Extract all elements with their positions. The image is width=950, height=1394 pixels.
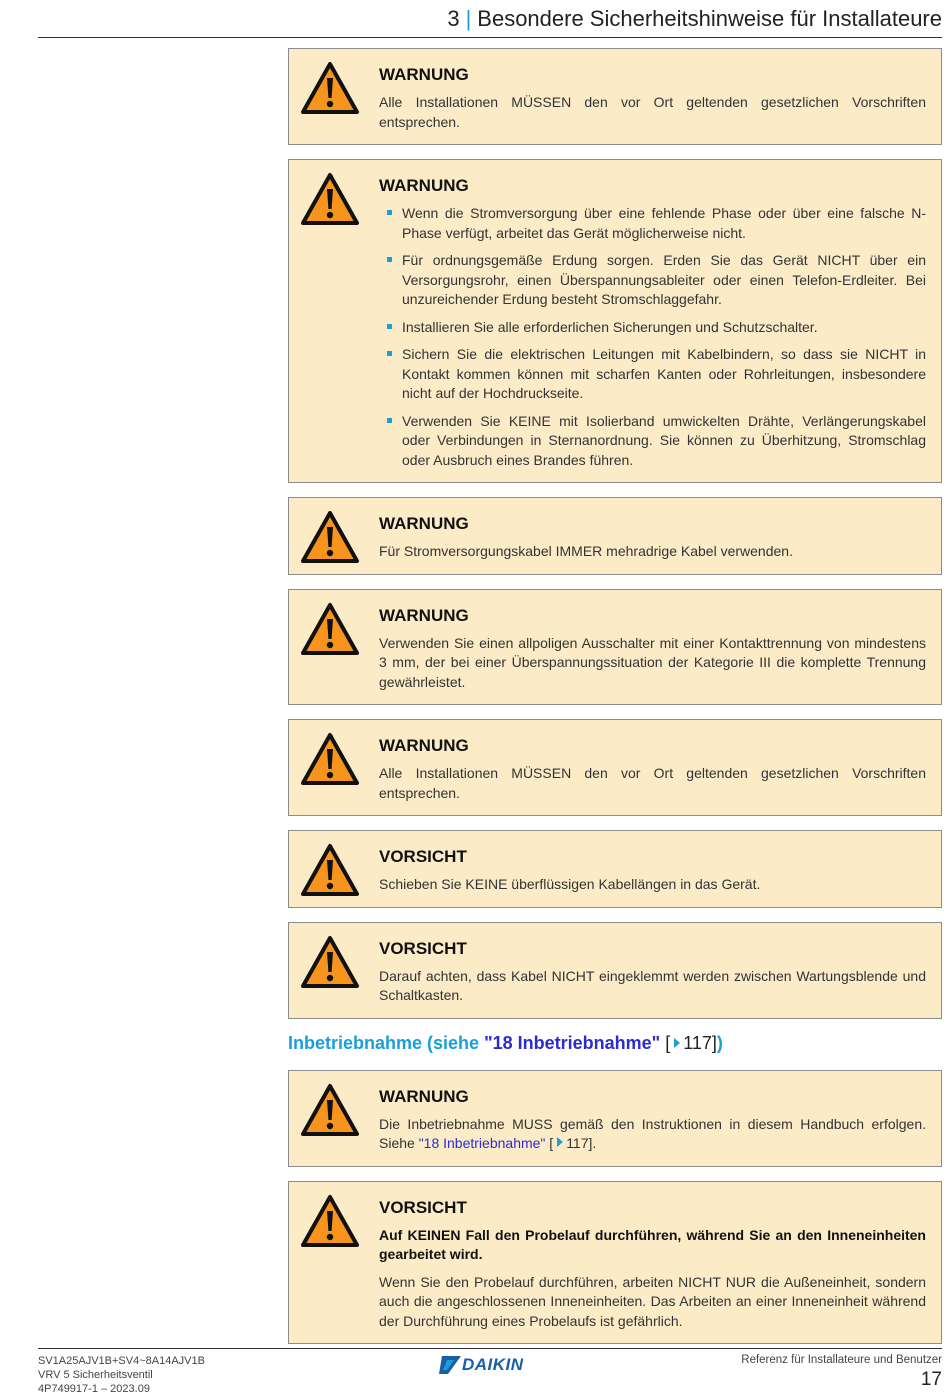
- reference-link[interactable]: "18 Inbetriebnahme": [418, 1135, 546, 1151]
- caution-box: [288, 1181, 942, 1345]
- triangle-right-icon: [557, 1137, 563, 1147]
- box-title: WARNUNG: [379, 176, 469, 195]
- warning-triangle-icon: [300, 935, 360, 989]
- triangle-right-icon: [674, 1038, 680, 1048]
- box-text: Darauf achten, dass Kabel NICHT eingeklemmt werden zwischen Wartungsblende und Schaltkasten.: [379, 967, 926, 1003]
- box-bold-text: Auf KEINEN Fall den Probelauf durchführen, während Sie an den Inneneinheiten gearbeitet wird.: [379, 1226, 926, 1262]
- box-title: VORSICHT: [379, 847, 467, 866]
- daikin-logo: DAIKIN: [438, 1354, 542, 1376]
- warning-box: [288, 719, 942, 816]
- page-header: [38, 0, 942, 38]
- list-item: Wenn die Stromversorgung über eine fehlende Phase oder über eine falsche N-Phase verfügt, arbeitet das Gerät möglicherweise nicht.: [387, 204, 926, 243]
- box-text: Alle Installationen MÜSSEN den vor Ort geltenden gesetzlichen Vorschriften entsprechen.: [379, 765, 926, 801]
- warning-triangle-icon: [300, 1194, 360, 1248]
- warning-box: [288, 1070, 942, 1167]
- box-text: Verwenden Sie einen allpoligen Ausschalter mit einer Kontakttrennung von mindestens 3 mm, der bei einer Überspannungssituation der Kategorie III die komplette Trennung gewährleistet.: [379, 634, 926, 690]
- warning-triangle-icon: [300, 510, 360, 564]
- page-number: 17: [920, 1369, 942, 1390]
- box-title: WARNUNG: [379, 605, 469, 625]
- footer-reference: Referenz für Installateure und Benutzer: [741, 1354, 942, 1366]
- document-id: 4P749917-1 – 2023.09: [38, 1383, 150, 1394]
- box-text: Schieben Sie KEINE überflüssigen Kabellängen in das Gerät.: [379, 876, 761, 892]
- footer-doc-info: [38, 1354, 205, 1394]
- list-item: Verwenden Sie KEINE mit Isolierband umwickelten Drähte, Verlängerungskabel oder Verbindungen in Sternanordnung. Sie können zu Überhitzung, Stromschlag oder Ausbruch eines Brandes führen.: [387, 412, 926, 471]
- list-item: Installieren Sie alle erforderlichen Sicherungen und Schutzschalter.: [387, 318, 926, 338]
- box-title: VORSICHT: [379, 938, 467, 958]
- page-footer: [38, 1348, 942, 1394]
- box-title: WARNUNG: [379, 1086, 469, 1106]
- product-name: VRV 5 Sicherheitsventil: [38, 1369, 153, 1381]
- warning-box: [288, 589, 942, 706]
- main-content: [288, 48, 942, 1358]
- warning-box: [288, 159, 942, 483]
- daikin-logo-icon: [438, 1354, 462, 1376]
- list-item: Sichern Sie die elektrischen Leitungen mit Kabelbindern, so dass sie NICHT in Kontakt kommen können mit scharfen Kanten oder Rohrleitungen, insbesondere nicht auf der Hochdruckseite.: [387, 345, 926, 404]
- list-item: Für ordnungsgemäße Erdung sorgen. Erden Sie das Gerät NICHT über ein Versorgungsrohr, einen Überspannungsableiter oder einen Telefon-Erdleiter. Bei unzureichender Erdung besteht Stromschlaggefahr.: [387, 251, 926, 310]
- box-text: Alle Installationen MÜSSEN den vor Ort geltenden gesetzlichen Vorschriften entsprechen.: [379, 94, 926, 130]
- warning-triangle-icon: [300, 843, 360, 897]
- box-title: VORSICHT: [379, 1197, 467, 1217]
- warning-triangle-icon: [300, 1083, 360, 1137]
- warning-triangle-icon: [300, 172, 360, 226]
- box-title: WARNUNG: [379, 65, 469, 84]
- caution-box: [288, 830, 942, 908]
- box-text: Für Stromversorgungskabel IMMER mehradrige Kabel verwenden.: [379, 543, 793, 559]
- warning-triangle-icon: [300, 61, 360, 115]
- warning-triangle-icon: [300, 732, 360, 786]
- chapter-title: 3 | Besondere Sicherheitshinweise für Installateure: [447, 6, 942, 31]
- box-text: Die Inbetriebnahme MUSS gemäß den Instruktionen in diesem Handbuch erfolgen. Siehe "18 Inbetriebnahme" [ 117].: [379, 1115, 926, 1151]
- box-title: WARNUNG: [379, 514, 469, 533]
- warning-box: [288, 48, 942, 145]
- model-number: SV1A25AJV1B+SV4~8A14AJV1B: [38, 1355, 205, 1367]
- box-title: WARNUNG: [379, 736, 469, 755]
- bullet-list: [387, 204, 926, 470]
- box-text: Wenn Sie den Probelauf durchführen, arbeiten NICHT NUR die Außeneinheit, sondern auch die angeschlossenen Inneneinheiten. Das Arbeiten an einer Inneneinheit während der Durchführung eines Probelaufs ist gefährlich.: [379, 1273, 926, 1329]
- warning-triangle-icon: [300, 602, 360, 656]
- caution-box: [288, 922, 942, 1019]
- section-reference-link[interactable]: "18 Inbetriebnahme": [484, 1032, 661, 1053]
- warning-box: [288, 497, 942, 575]
- section-heading: Inbetriebnahme (siehe "18 Inbetriebnahme" [ 117]): [288, 1032, 723, 1053]
